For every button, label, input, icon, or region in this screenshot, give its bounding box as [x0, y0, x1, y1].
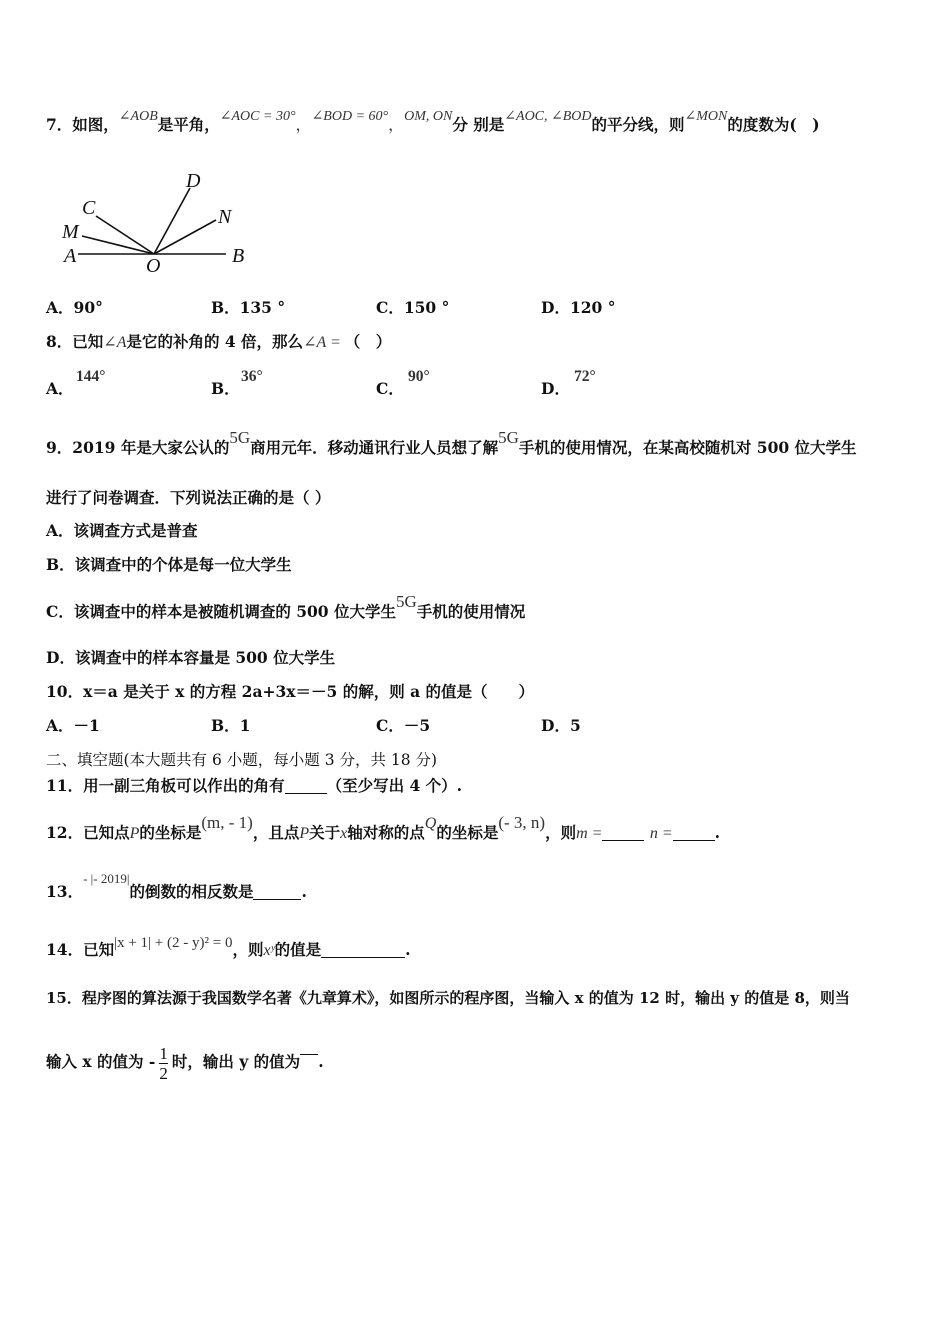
q11-stem: 11．用一副三角板可以作出的角有 （至少写出 4 个）.: [46, 776, 463, 795]
label-m: M: [62, 221, 79, 243]
q8-option-a-value: 144°: [76, 368, 106, 385]
q15-stem-line2: 输入 x 的值为 - $\frac{1}{2}$ 时，输出 y 的值为 .: [46, 1038, 324, 1084]
q7-aoc-bod: ∠AOC, ∠BOD: [504, 109, 592, 124]
q15-fraction: $\frac{1}{2}$: [159, 1043, 168, 1083]
q14-expression: |x + 1| + (2 - y)² = 0: [114, 935, 233, 951]
q7-stem: [46, 109, 820, 138]
q12-coord-p: (m, - 1): [201, 813, 253, 832]
q7-option-b: B．135 °: [211, 298, 286, 317]
label-n: N: [218, 206, 232, 228]
q15-stem-line1: 15．程序图的算法源于我国数学名著《九章算术》，如图所示的程序图，当输入 x 的值为 12 时，输出 y 的值是 8，则当: [46, 989, 850, 1007]
q7-option-c: C．150 °: [376, 298, 450, 317]
label-b: B: [232, 245, 245, 267]
q7-sep2: ，: [388, 117, 405, 134]
q14-blank[interactable]: [321, 941, 405, 958]
q7-angle-aob: ∠AOB: [118, 109, 158, 124]
q12-stem: 12．已知点P的坐标是(m, - 1)，且点P关于x轴对称的点Q的坐标是(- 3, n)，则m = n = .: [46, 813, 721, 842]
q8-option-a: A．: [46, 379, 74, 398]
q13-blank[interactable]: [253, 883, 301, 900]
q9-5g-2: 5G: [498, 428, 519, 447]
q9-stem-line1: 9．2019 年是大家公认的5G商用元年．移动通讯行业人员想了解5G手机的使用情况，在某高校随机对 500 位大学生: [46, 428, 857, 457]
q8-angle-a: ∠A: [103, 334, 127, 351]
q11-blank[interactable]: [285, 777, 327, 794]
q10-option-c: C．－5: [376, 716, 431, 735]
label-a: A: [64, 245, 77, 267]
q10-option-a: A．－1: [46, 716, 100, 735]
q9-option-a: A．该调查方式是普查: [46, 521, 198, 540]
q9-option-c: C．该调查中的样本是被随机调查的 500 位大学生5G手机的使用情况: [46, 592, 526, 621]
q7-angle-mon: ∠MON: [684, 109, 728, 124]
q8-option-c-value: 90°: [408, 368, 430, 385]
q9-5g-3: 5G: [396, 592, 417, 611]
q10-option-b: B．1: [211, 716, 251, 735]
q7-om-on: OM, ON: [404, 109, 453, 124]
ray-oc: [96, 216, 154, 254]
q9-option-d: D．该调查中的样本容量是 500 位大学生: [46, 648, 336, 667]
q8-option-c: C．: [376, 379, 404, 398]
q14-stem: 14．已知|x + 1| + (2 - y)² = 0，则xʸ的值是 .: [46, 935, 411, 959]
q8-angle-a-eq: ∠A =: [303, 334, 345, 351]
q7-text4: 的度数为( ): [727, 115, 820, 134]
q14-x-power-y: xʸ: [263, 942, 275, 959]
q7-text3: 的平分线，则: [591, 115, 685, 134]
q7-text1: 是平角，: [157, 115, 220, 134]
q8-option-b-value: 36°: [241, 368, 263, 385]
q8-option-d-value: 72°: [574, 368, 596, 385]
q7-text2: 分 别是: [452, 115, 505, 134]
q7-option-a: A．90°: [46, 298, 103, 317]
q8-stem: 8．已知∠A是它的补角的 4 倍，那么∠A = （ ）: [46, 332, 392, 351]
q12-blank-n[interactable]: [673, 824, 715, 841]
q9-stem-line2: 进行了问卷调查．下列说法正确的是（ ）: [46, 488, 331, 507]
q13-expression: - |- 2019|: [83, 871, 130, 886]
label-c: C: [82, 197, 96, 219]
q15-blank[interactable]: [300, 1038, 318, 1055]
q9-option-b: B．该调查中的个体是每一位大学生: [46, 555, 292, 574]
q10-stem: 10．x＝a 是关于 x 的方程 2a+3x＝－5 的解，则 a 的值是（ ）: [46, 682, 535, 701]
q8-option-d: D．: [541, 379, 570, 398]
q7-option-d: D．120 °: [541, 298, 616, 317]
q12-coord-q: (- 3, n): [498, 813, 546, 832]
label-o: O: [146, 255, 161, 277]
label-d: D: [186, 170, 201, 192]
q7-number: 7．如图，: [46, 115, 119, 134]
ray-om: [82, 236, 154, 254]
q7-sep1: ，: [295, 117, 312, 134]
section2-title: 二、填空题(本大题共有 6 小题，每小题 3 分，共 18 分): [46, 751, 438, 769]
q8-option-b: B．: [211, 379, 240, 398]
q10-option-d: D．5: [541, 716, 581, 735]
q7-angle-aoc: ∠AOC = 30°: [219, 109, 296, 124]
q7-angle-figure: [56, 168, 256, 278]
q13-stem: 13．$^{- |- 2019|}$的倒数的相反数是 .: [46, 871, 307, 901]
q9-5g-1: 5G: [229, 428, 251, 447]
q7-angle-bod: ∠BOD = 60°: [311, 109, 389, 124]
q12-blank-m[interactable]: [602, 824, 644, 841]
